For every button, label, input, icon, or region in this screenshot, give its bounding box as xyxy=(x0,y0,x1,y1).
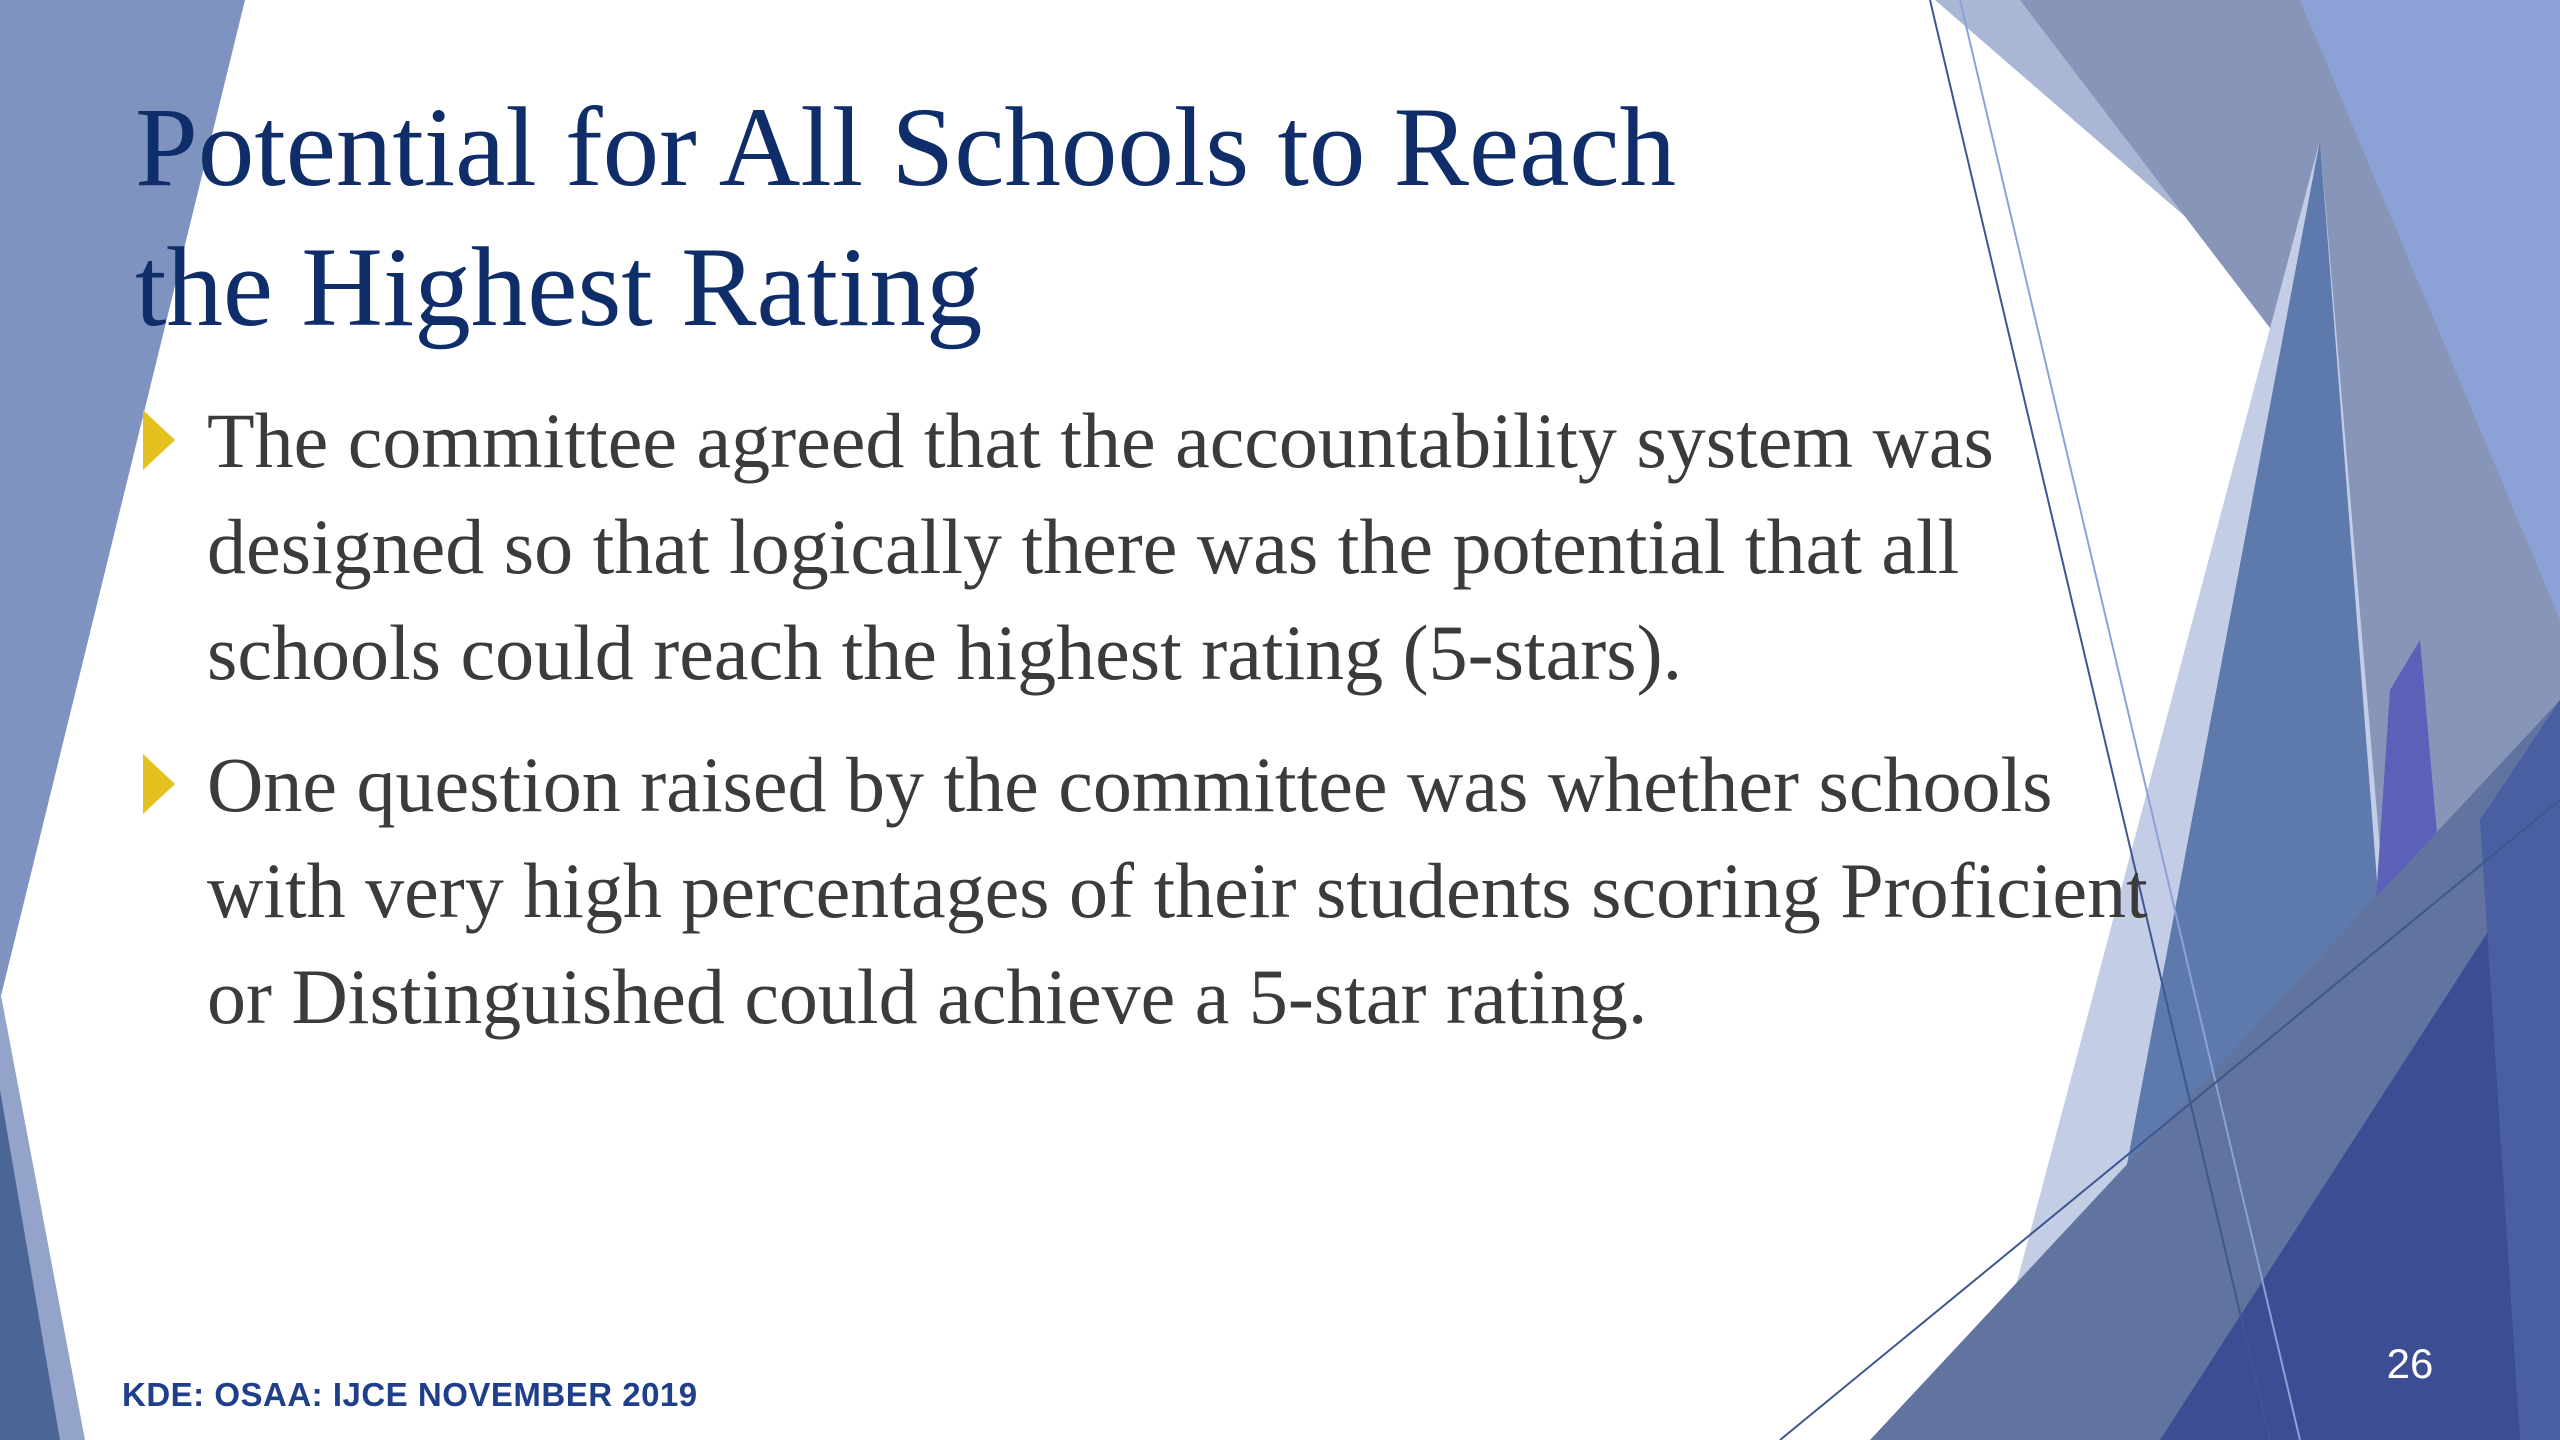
bullet-text xyxy=(207,388,2435,706)
bullet-line: schools could reach the highest rating (5-stars). xyxy=(207,609,1683,696)
bullet-list xyxy=(135,388,2435,1076)
bullet-line: The committee agreed that the accountability system was xyxy=(207,397,1994,484)
bullet-item-2 xyxy=(135,732,2435,1050)
bullet-line: designed so that logically there was the potential that all xyxy=(207,503,1960,590)
slide-footer: KDE: OSAA: IJCE NOVEMBER 2019 xyxy=(122,1376,698,1413)
slide-title-line-2: the Highest Rating xyxy=(135,225,983,350)
slide-title-line-1: Potential for All Schools to Reach xyxy=(135,85,1677,210)
bullet-line: One question raised by the committee was whether schools xyxy=(207,741,2053,828)
slide-title xyxy=(135,78,1835,358)
bullet-line: or Distinguished could achieve a 5-star rating. xyxy=(207,953,1648,1040)
bullet-text xyxy=(207,732,2435,1050)
bullet-line: with very high percentages of their students scoring Proficient xyxy=(207,847,2148,934)
bullet-arrow-icon xyxy=(143,410,175,470)
page-number: 26 xyxy=(2386,1340,2434,1387)
bullet-item-1 xyxy=(135,388,2435,706)
bullet-arrow-icon xyxy=(143,754,175,814)
